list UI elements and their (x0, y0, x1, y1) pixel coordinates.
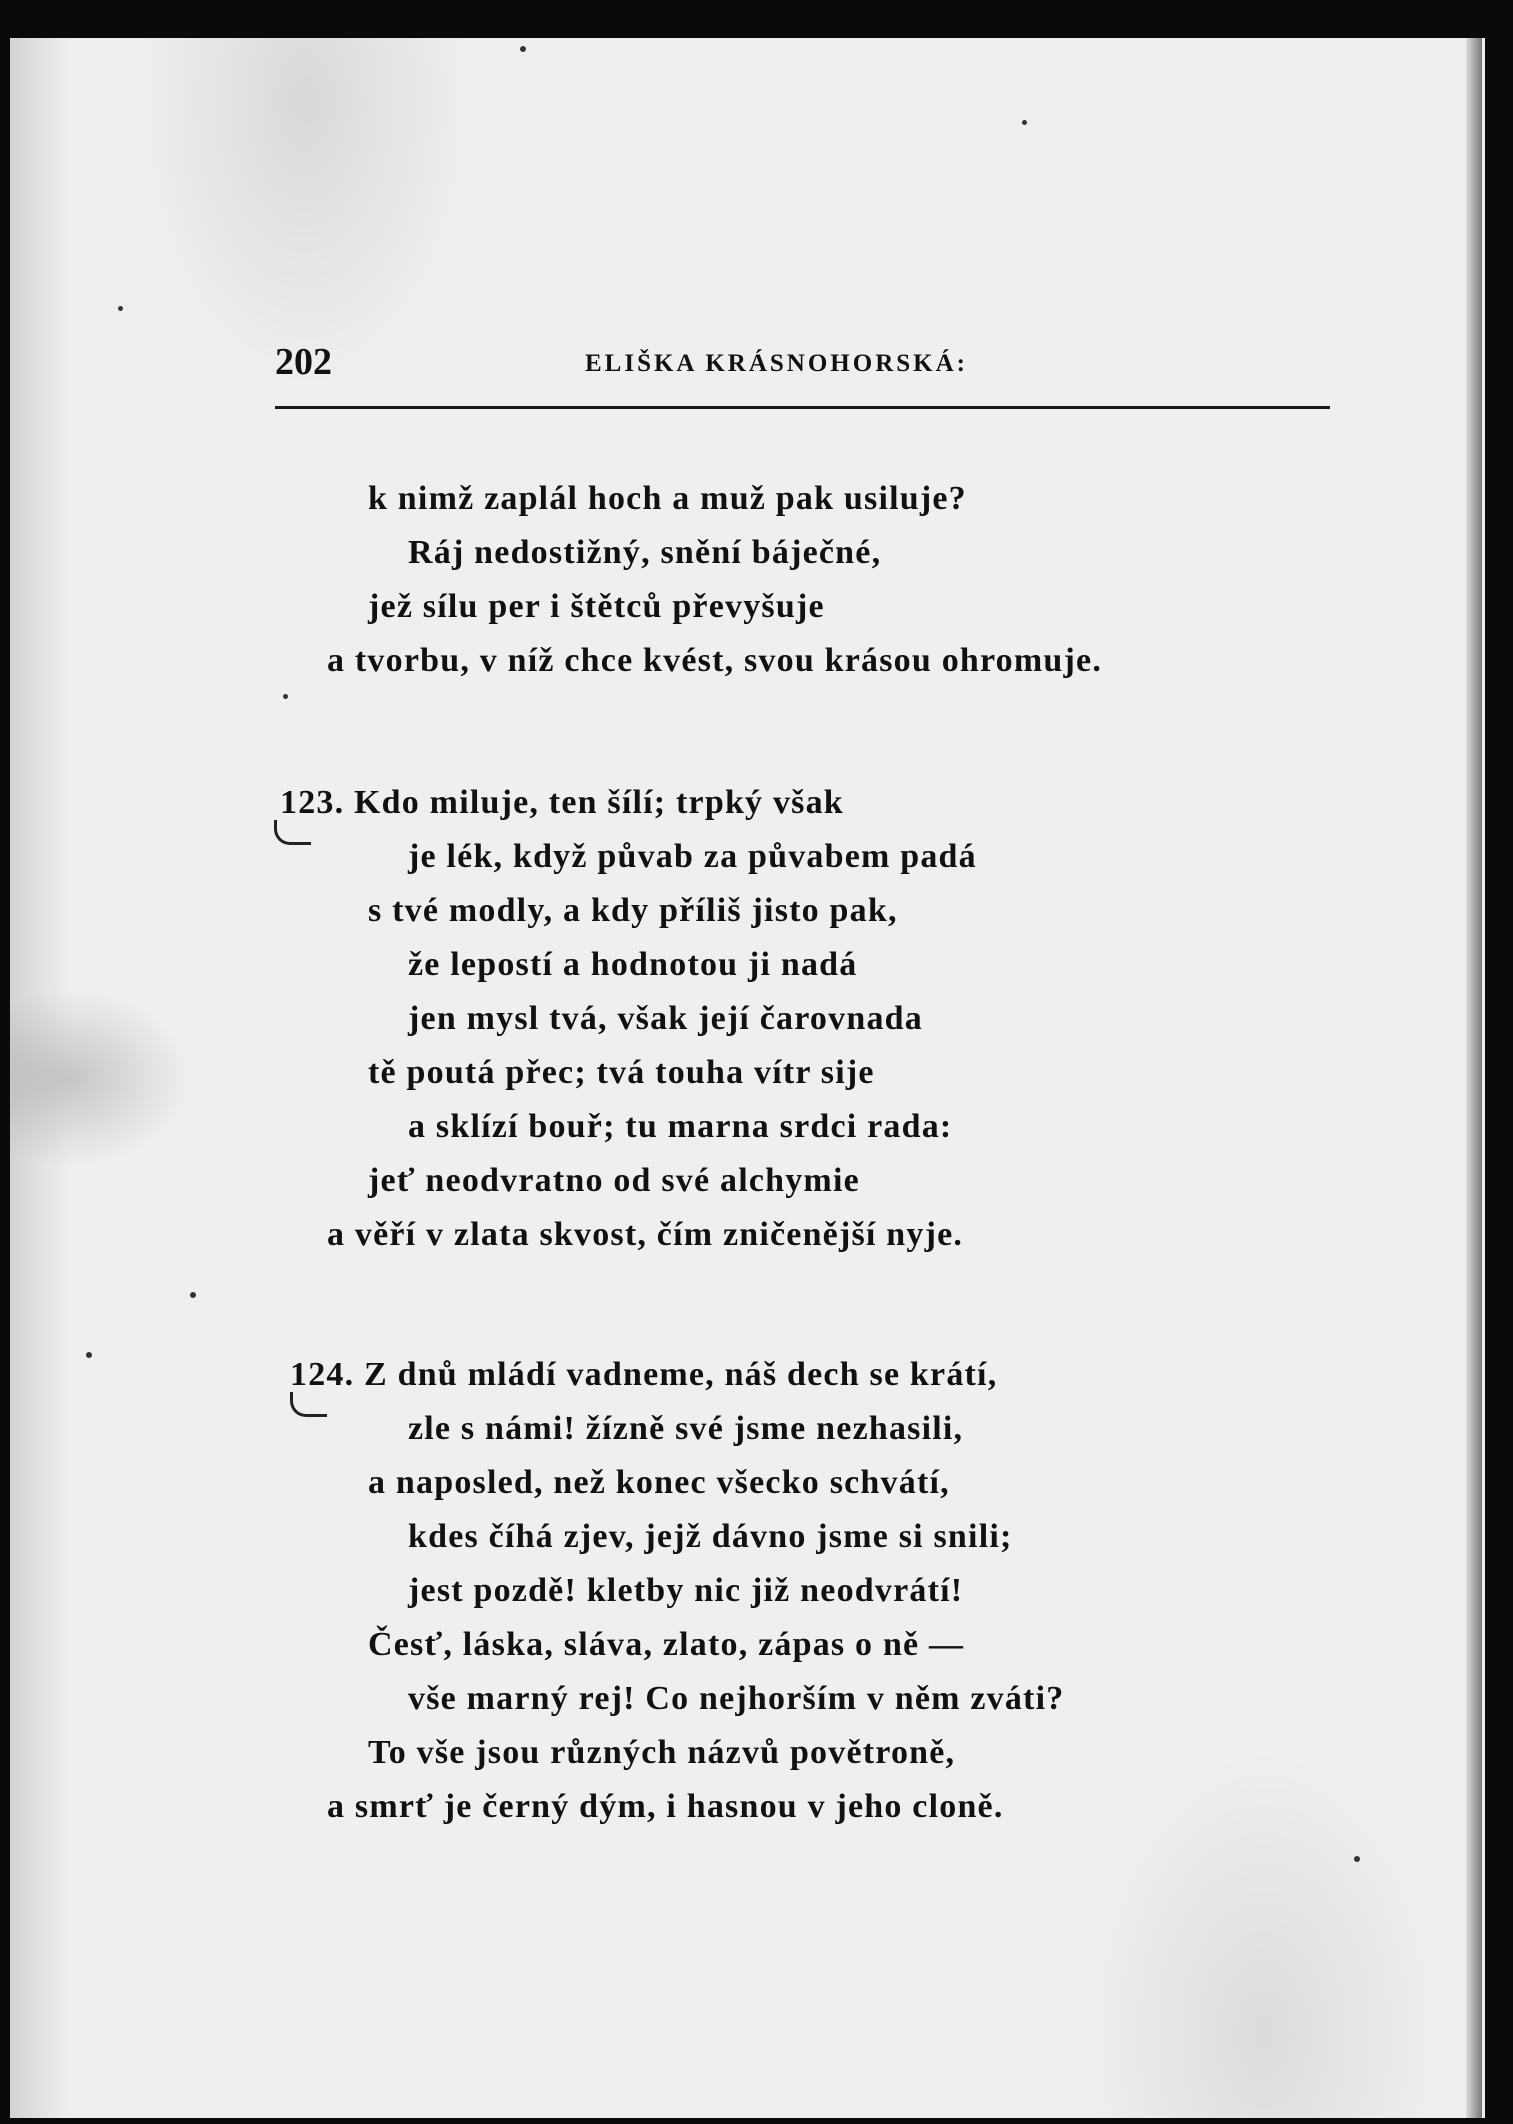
verse-line: a naposled, než konec všecko schvátí, (368, 1464, 950, 1501)
stanza-first-line (280, 776, 844, 830)
verse-line: Z dnů mládí vadneme, náš dech se krátí, (364, 1356, 998, 1393)
page-edge-shadow (1466, 38, 1482, 2118)
verse-line: že lepostí a hodnotou ji nadá (408, 946, 858, 983)
page-number: 202 (275, 341, 332, 383)
verse-line: a věří v zlata skvost, čím zničenější nyje. (327, 1216, 964, 1253)
verse-line: Kdo miluje, ten šílí; trpký však (354, 784, 844, 821)
verse-line: jež sílu per i štětců převyšuje (368, 588, 825, 625)
running-head: ELIŠKA KRÁSNOHORSKÁ: (585, 350, 968, 377)
verse-line: jeť neodvratno od své alchymie (368, 1162, 860, 1199)
stanza-first-line (290, 1348, 997, 1402)
verse-line: vše marný rej! Co nejhorším v něm zváti? (408, 1680, 1065, 1717)
verse-line: kdes číhá zjev, jejž dávno jsme si snili; (408, 1518, 1013, 1555)
scan-speck (86, 1352, 92, 1358)
page-header (275, 340, 1330, 410)
verse-line: a tvorbu, v níž chce kvést, svou krásou ohromuje. (327, 642, 1103, 679)
verse-line: je lék, když půvab za půvabem padá (408, 838, 977, 875)
verse-line: To vše jsou různých názvů povětroně, (368, 1734, 956, 1771)
verse-line: Česť, láska, sláva, zlato, zápas o ně — (368, 1626, 965, 1663)
scan-speck (190, 1292, 196, 1298)
verse-line: a smrť je černý dým, i hasnou v jeho cloně. (327, 1788, 1004, 1825)
verse-line: jest pozdě! kletby nic již neodvrátí! (408, 1572, 964, 1609)
verse-line: a sklízí bouř; tu marna srdci rada: (408, 1108, 953, 1145)
stanza-number: 124. (290, 1356, 355, 1393)
stanza-number: 123. (280, 784, 345, 821)
header-rule (275, 406, 1330, 409)
verse-line: k nimž zaplál hoch a muž pak usiluje? (368, 480, 967, 517)
scan-speck (1354, 1856, 1360, 1862)
scan-speck (118, 306, 123, 311)
verse-line: zle s námi! žízně své jsme nezhasili, (408, 1410, 964, 1447)
scan-speck (1022, 120, 1027, 125)
verse-line: Ráj nedostižný, snění báječné, (408, 534, 882, 571)
verse-line: jen mysl tvá, však její čarovnada (408, 1000, 923, 1037)
verse-line: s tvé modly, a kdy příliš jisto pak, (368, 892, 898, 929)
scan-speck (520, 46, 526, 52)
verse-line: tě poutá přec; tvá touha vítr sije (368, 1054, 875, 1091)
scan-speck (283, 694, 288, 699)
